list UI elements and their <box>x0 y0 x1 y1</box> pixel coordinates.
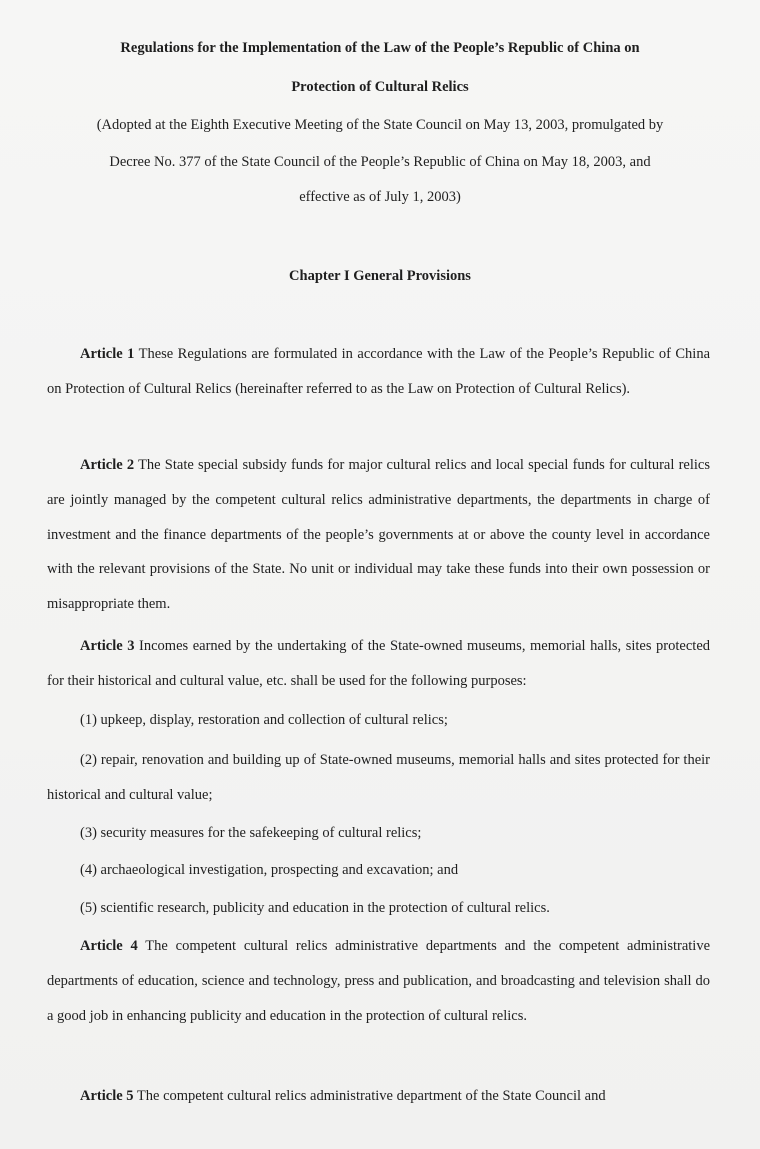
article-1 <box>47 337 710 407</box>
document-title-line-1: Regulations for the Implementation of the Law of the People’s Republic of China on <box>120 40 640 56</box>
adoption-note-line-2: Decree No. 377 of the State Council of the People’s Republic of China on May 18, 2003, and <box>109 154 651 170</box>
article-4-label: Article 4 <box>80 938 138 954</box>
document-title-line-2: Protection of Cultural Relics <box>291 79 469 95</box>
article-2 <box>47 448 710 622</box>
chapter-heading: Chapter I General Provisions <box>289 268 471 284</box>
article-2-label: Article 2 <box>80 457 135 473</box>
article-3-label: Article 3 <box>80 638 135 654</box>
article-3 <box>47 629 710 699</box>
article-2-text: The State special subsidy funds for major cultural relics and local special funds for cultural relics are jointly managed by the competent cultural relics administrative departments, the departments in charge of investment and the finance departments of the people’s governments at or above the county level in accordance with the relevant provisions of the State. No unit or individual may take these funds into their own possession or misappropriate them. <box>47 457 710 613</box>
article-3-item-2: (2) repair, renovation and building up of State-owned museums, memorial halls and sites protected for their historical and cultural value; <box>47 752 710 803</box>
article-5 <box>47 1079 710 1114</box>
article-3-text: Incomes earned by the undertaking of the State-owned museums, memorial halls, sites protected for their historical and cultural value, etc. shall be used for the following purposes: <box>47 638 710 689</box>
article-1-label: Article 1 <box>80 346 135 362</box>
adoption-note-line-1: (Adopted at the Eighth Executive Meeting of the State Council on May 13, 2003, promulgated by <box>96 117 664 133</box>
article-1-text: These Regulations are formulated in accordance with the Law of the People’s Republic of China on Protection of Cultural Relics (hereinafter referred to as the Law on Protection of Cultural Relics). <box>47 346 711 397</box>
article-5-label: Article 5 <box>80 1088 134 1104</box>
article-4-text: The competent cultural relics administrative departments and the competent administrative departments of education, science and technology, press and publication, and broadcasting and television shall do a good job in enhancing publicity and education in the protection of cultural relics. <box>47 938 710 1024</box>
article-3-item-1: (1) upkeep, display, restoration and collection of cultural relics; <box>80 712 448 728</box>
article-3-item-5: (5) scientific research, publicity and education in the protection of cultural relics. <box>80 900 550 916</box>
article-3-item-3: (3) security measures for the safekeeping of cultural relics; <box>80 825 422 841</box>
article-4 <box>47 929 710 1033</box>
adoption-note-line-3: effective as of July 1, 2003) <box>299 189 461 205</box>
article-5-text: The competent cultural relics administrative department of the State Council and <box>133 1088 606 1104</box>
article-3-item-4: (4) archaeological investigation, prospecting and excavation; and <box>80 862 459 878</box>
